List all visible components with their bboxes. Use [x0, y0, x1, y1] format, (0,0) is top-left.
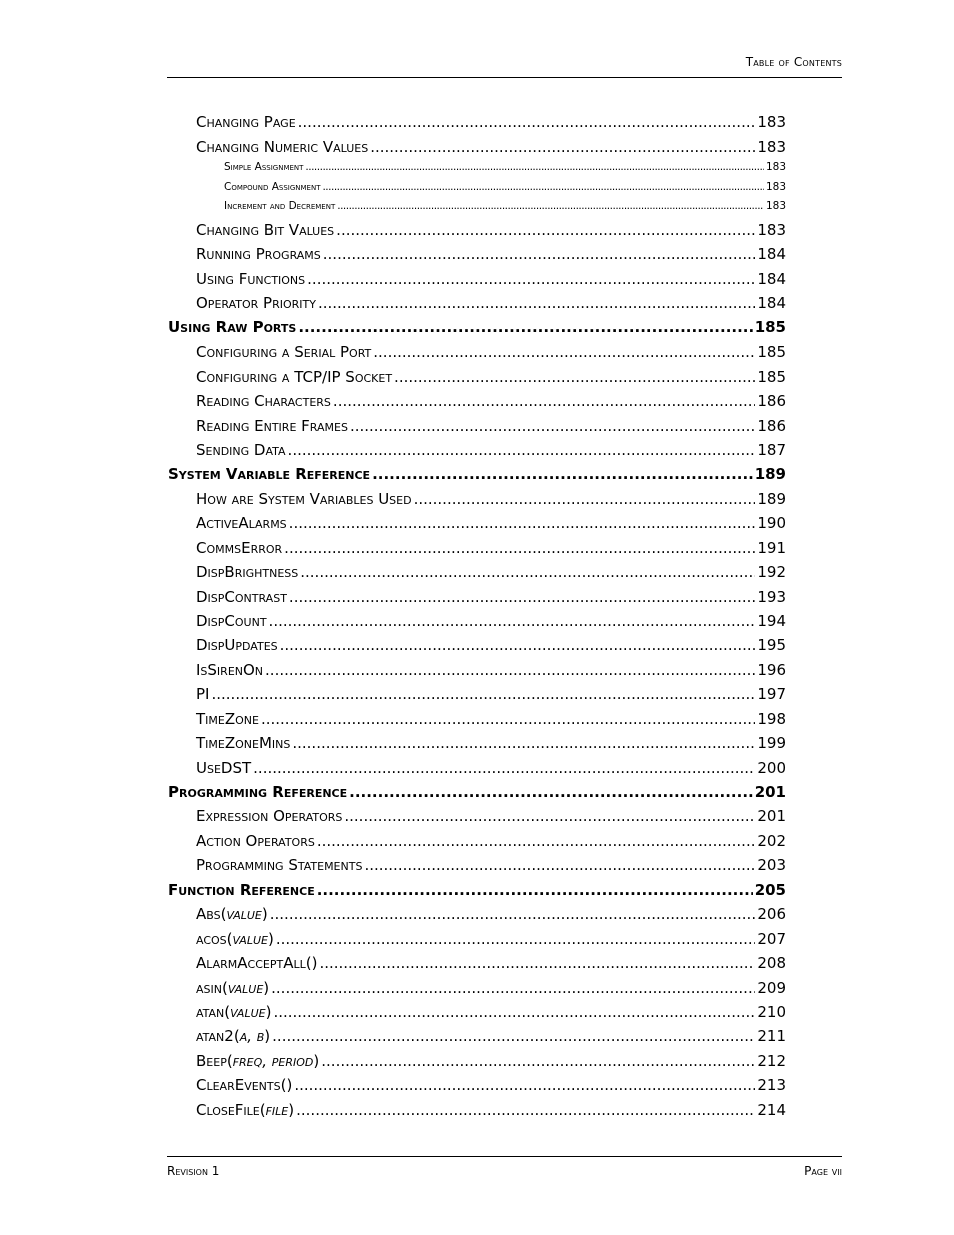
toc-dot-leader [289, 588, 755, 606]
toc-entry-label [196, 1003, 271, 1021]
toc-entry[interactable] [168, 783, 786, 801]
toc-page-number: 183 [765, 181, 786, 193]
toc-entry[interactable] [196, 710, 786, 728]
toc-entry-title: Using Functions [196, 270, 306, 288]
toc-entry-argument: value [232, 930, 268, 948]
page-footer [167, 1156, 842, 1179]
toc-entry[interactable] [196, 856, 786, 874]
toc-dot-leader [317, 832, 756, 850]
toc-entry[interactable] [196, 294, 786, 312]
toc-dot-leader [273, 1003, 755, 1021]
toc-dot-leader [322, 181, 763, 193]
page-header [167, 55, 842, 78]
toc-dot-leader [298, 113, 756, 131]
toc-entry-label [196, 368, 392, 386]
toc-entry[interactable] [196, 685, 786, 703]
toc-entry-title: Configuring a Serial Port [196, 343, 372, 361]
toc-dot-leader [272, 1027, 755, 1045]
toc-page-number: 202 [757, 832, 786, 850]
toc-page-number: 184 [757, 245, 786, 263]
toc-entry-title: TimeZone [196, 710, 259, 728]
toc-entry-title: How are System Variables Used [196, 490, 412, 508]
toc-entry-label [196, 685, 209, 703]
toc-dot-leader [305, 161, 764, 173]
toc-dot-leader [344, 807, 755, 825]
toc-entry[interactable] [196, 343, 786, 361]
toc-entry-title: Operator Priority [196, 294, 316, 312]
toc-page-number: 212 [757, 1052, 786, 1070]
toc-entry[interactable] [196, 734, 786, 752]
toc-page-number: 183 [757, 221, 786, 239]
toc-page-number: 205 [754, 881, 786, 899]
toc-page-number: 187 [757, 441, 786, 459]
toc-dot-leader [276, 930, 756, 948]
toc-entry-label [196, 539, 282, 557]
toc-entry-argument: value [227, 979, 264, 997]
toc-entry-label [196, 113, 296, 131]
toc-entry-label [196, 954, 317, 972]
toc-entry[interactable] [196, 270, 786, 288]
toc-page-number: 193 [757, 588, 786, 606]
toc-page-number: 183 [757, 113, 786, 131]
toc-entry-title: Programming Statements [196, 856, 363, 874]
toc-entry[interactable] [196, 138, 786, 156]
toc-entry-title: Running Programs [196, 245, 321, 263]
toc-page-number: 184 [757, 294, 786, 312]
toc-entry-title-suffix: ) [263, 979, 270, 997]
toc-entry-title: Programming Reference [168, 783, 348, 801]
toc-entry-label [196, 221, 334, 239]
toc-entry-title-suffix: ) [267, 930, 274, 948]
footer-page-number: Page vii [804, 1164, 842, 1178]
toc-entry-label [196, 930, 274, 948]
toc-page-number: 192 [757, 563, 786, 581]
toc-entry-label [196, 245, 321, 263]
toc-dot-leader [261, 710, 755, 728]
toc-entry-title: CommsError [196, 539, 283, 557]
footer-revision: Revision 1 [167, 1164, 220, 1178]
toc-dot-leader [319, 954, 755, 972]
toc-entry[interactable] [196, 392, 786, 410]
toc-entry-label [196, 661, 263, 679]
toc-entry-title: DispCount [196, 612, 267, 630]
toc-entry-title: PI [196, 685, 210, 703]
toc-dot-leader [350, 417, 755, 435]
toc-dot-leader [284, 539, 755, 557]
toc-entry-title: asin( [196, 979, 228, 997]
toc-entry-label [224, 181, 320, 193]
toc-entry[interactable] [196, 563, 786, 581]
toc-dot-leader [336, 221, 755, 239]
toc-entry-argument: freq, period [232, 1052, 314, 1070]
toc-entry-argument: value [230, 1003, 266, 1021]
toc-entry-label [196, 979, 269, 997]
toc-dot-leader [333, 392, 755, 410]
toc-entry-title: Expression Operators [196, 807, 343, 825]
toc-entry-title: atan( [196, 1003, 231, 1021]
toc-entry-label [196, 588, 287, 606]
toc-entry[interactable] [196, 661, 786, 679]
toc-page-number: 184 [757, 270, 786, 288]
toc-dot-leader [269, 612, 756, 630]
toc-dot-leader [265, 661, 755, 679]
toc-entry-label [196, 1076, 292, 1094]
toc-entry-title: Using Raw Ports [168, 318, 297, 336]
toc-entry[interactable] [224, 161, 786, 173]
toc-entry-label [196, 636, 278, 654]
toc-entry-label [196, 563, 298, 581]
toc-page-number: 203 [757, 856, 786, 874]
toc-entry[interactable] [196, 588, 786, 606]
toc-page-number: 210 [757, 1003, 786, 1021]
toc-page-number: 200 [757, 759, 786, 777]
toc-entry-label [196, 1052, 319, 1070]
toc-dot-leader [270, 905, 756, 923]
toc-page-number: 208 [757, 954, 786, 972]
toc-entry[interactable] [196, 417, 786, 435]
toc-dot-leader [288, 441, 756, 459]
toc-dot-leader [307, 270, 755, 288]
toc-entry-title: Action Operators [196, 832, 315, 850]
toc-entry[interactable] [196, 1003, 786, 1021]
toc-entry-title: Changing Numeric Values [196, 138, 369, 156]
toc-page-number: 198 [757, 710, 786, 728]
toc-entry-title: DispBrightness [196, 563, 299, 581]
toc-entry[interactable] [196, 1052, 786, 1070]
toc-entry[interactable] [196, 539, 786, 557]
toc-entry-title: ActiveAlarms [196, 514, 287, 532]
header-title: Table of Contents [745, 55, 842, 69]
toc-page-number: 183 [757, 138, 786, 156]
toc-entry-label [196, 514, 287, 532]
toc-page-number: 213 [757, 1076, 786, 1094]
toc-entry[interactable] [196, 221, 786, 239]
toc-page-number: 199 [757, 734, 786, 752]
toc-entry-title: Beep( [196, 1052, 233, 1070]
toc-page-number: 185 [757, 368, 786, 386]
toc-entry-label [196, 807, 342, 825]
toc-entry-label [224, 161, 303, 173]
toc-entry-title: Configuring a TCP/IP Socket [196, 368, 393, 386]
toc-entry[interactable] [196, 905, 786, 923]
toc-entry-argument: a, b [239, 1027, 265, 1045]
toc-entry-label [196, 856, 362, 874]
toc-entry-title: Abs( [196, 905, 227, 923]
toc-entry[interactable] [196, 490, 786, 508]
toc-dot-leader [373, 343, 755, 361]
toc-page-number: 207 [757, 930, 786, 948]
toc-entry-label [196, 832, 315, 850]
toc-entry-label [196, 270, 305, 288]
toc-entry-title: Reading Characters [196, 392, 331, 410]
toc-dot-leader [414, 490, 756, 508]
toc-entry[interactable] [196, 1101, 786, 1119]
toc-entry-label [196, 490, 412, 508]
toc-entry-title-suffix: ) [288, 1101, 295, 1119]
toc-entry-title: UseDST [196, 759, 252, 777]
toc-entry-label [196, 392, 331, 410]
toc-page-number: 189 [757, 490, 786, 508]
toc-entry[interactable] [196, 612, 786, 630]
toc-entry-label [196, 734, 290, 752]
toc-entry-label [224, 200, 335, 212]
toc-entry-label [196, 905, 268, 923]
toc-dot-leader [298, 318, 752, 336]
toc-entry-label [196, 759, 251, 777]
toc-entry-label [196, 417, 348, 435]
toc-entry[interactable] [196, 759, 786, 777]
toc-dot-leader [364, 856, 755, 874]
toc-entry-label [196, 710, 259, 728]
toc-entry-label [196, 294, 316, 312]
toc-entry-label [168, 881, 315, 899]
toc-entry[interactable] [224, 181, 786, 193]
toc-entry-label [168, 318, 296, 336]
toc-page-number: 196 [757, 661, 786, 679]
toc-page-number: 201 [754, 783, 786, 801]
toc-page-number: 209 [757, 979, 786, 997]
toc-entry[interactable] [196, 979, 786, 997]
toc-page-number: 201 [757, 807, 786, 825]
toc-entry-label [196, 1027, 270, 1045]
toc-entry-label [196, 441, 286, 459]
toc-entry-argument: file [265, 1101, 289, 1119]
toc-entry[interactable] [196, 113, 786, 131]
toc-entry-title: acos( [196, 930, 233, 948]
toc-entry[interactable] [196, 514, 786, 532]
toc-page-number: 183 [765, 200, 786, 212]
toc-entry[interactable] [196, 245, 786, 263]
toc-page-number: 195 [757, 636, 786, 654]
toc-page-number: 197 [757, 685, 786, 703]
toc-dot-leader [323, 245, 756, 263]
toc-page-number: 185 [754, 318, 786, 336]
toc-entry[interactable] [196, 368, 786, 386]
toc-page-number: 183 [765, 161, 786, 173]
toc-entry-title-suffix: ) [265, 1003, 272, 1021]
toc-entry-title-suffix: ) [264, 1027, 271, 1045]
toc-entry[interactable] [168, 881, 786, 899]
toc-entry-label [196, 343, 371, 361]
toc-entry[interactable] [196, 930, 786, 948]
toc-entry[interactable] [196, 1027, 786, 1045]
toc-entry-title-suffix: ) [261, 905, 268, 923]
toc-entry-title: CloseFile( [196, 1101, 266, 1119]
toc-dot-leader [296, 1101, 755, 1119]
toc-entry-title: Changing Bit Values [196, 221, 335, 239]
toc-dot-leader [337, 200, 764, 212]
toc-entry[interactable] [196, 1076, 786, 1094]
toc-entry-title: TimeZoneMins [196, 734, 291, 752]
toc-entry-label [196, 612, 267, 630]
toc-dot-leader [349, 783, 753, 801]
toc-entry-title: Sending Data [196, 441, 286, 459]
toc-entry-title-suffix: ) [313, 1052, 320, 1070]
toc-entry[interactable] [196, 832, 786, 850]
toc-dot-leader [317, 881, 753, 899]
toc-entry[interactable] [224, 200, 786, 212]
toc-entry-title: DispUpdates [196, 636, 278, 654]
toc-entry-label [196, 138, 368, 156]
toc-entry-label [196, 1101, 294, 1119]
toc-entry[interactable] [196, 954, 786, 972]
toc-entry-title: Simple Assignment [224, 161, 304, 173]
toc-entry-title: AlarmAcceptAll() [196, 954, 318, 972]
toc-page-number: 186 [757, 417, 786, 435]
toc-page-number: 186 [757, 392, 786, 410]
toc-dot-leader [394, 368, 755, 386]
toc-entry-title: DispContrast [196, 588, 287, 606]
toc-dot-leader [253, 759, 755, 777]
toc-dot-leader [292, 734, 755, 752]
toc-entry-title: Function Reference [168, 881, 315, 899]
toc-dot-leader [211, 685, 755, 703]
toc-entry-title: System Variable Reference [168, 465, 371, 483]
toc-page-number: 189 [754, 465, 786, 483]
toc-entry[interactable] [196, 441, 786, 459]
toc-entry[interactable] [168, 318, 786, 336]
toc-entry-title: Changing Page [196, 113, 296, 131]
toc-entry-title: atan2( [196, 1027, 240, 1045]
toc-entry-label [168, 783, 347, 801]
toc-page-number: 191 [757, 539, 786, 557]
toc-entry-title: Compound Assignment [224, 181, 321, 193]
toc-entry-title: Reading Entire Frames [196, 417, 348, 435]
toc-dot-leader [294, 1076, 755, 1094]
toc-entry[interactable] [168, 465, 786, 483]
toc-entry[interactable] [196, 636, 786, 654]
toc-entry[interactable] [196, 807, 786, 825]
toc-entry-title: ClearEvents() [196, 1076, 293, 1094]
toc-page-number: 194 [757, 612, 786, 630]
toc-page-number: 214 [757, 1101, 786, 1119]
toc-dot-leader [372, 465, 753, 483]
toc-dot-leader [271, 979, 755, 997]
toc-entry-title: IsSirenOn [196, 661, 264, 679]
toc-page-number: 206 [757, 905, 786, 923]
toc-entry-title: Increment and Decrement [224, 200, 336, 212]
toc-dot-leader [321, 1052, 755, 1070]
toc-dot-leader [280, 636, 756, 654]
toc-dot-leader [300, 563, 755, 581]
toc-dot-leader [370, 138, 755, 156]
toc-page-number: 211 [757, 1027, 786, 1045]
toc-entry-argument: value [226, 905, 262, 923]
toc-page-number: 185 [757, 343, 786, 361]
toc-page-number: 190 [757, 514, 786, 532]
toc-dot-leader [289, 514, 756, 532]
toc-dot-leader [318, 294, 755, 312]
toc-entry-label [168, 465, 370, 483]
